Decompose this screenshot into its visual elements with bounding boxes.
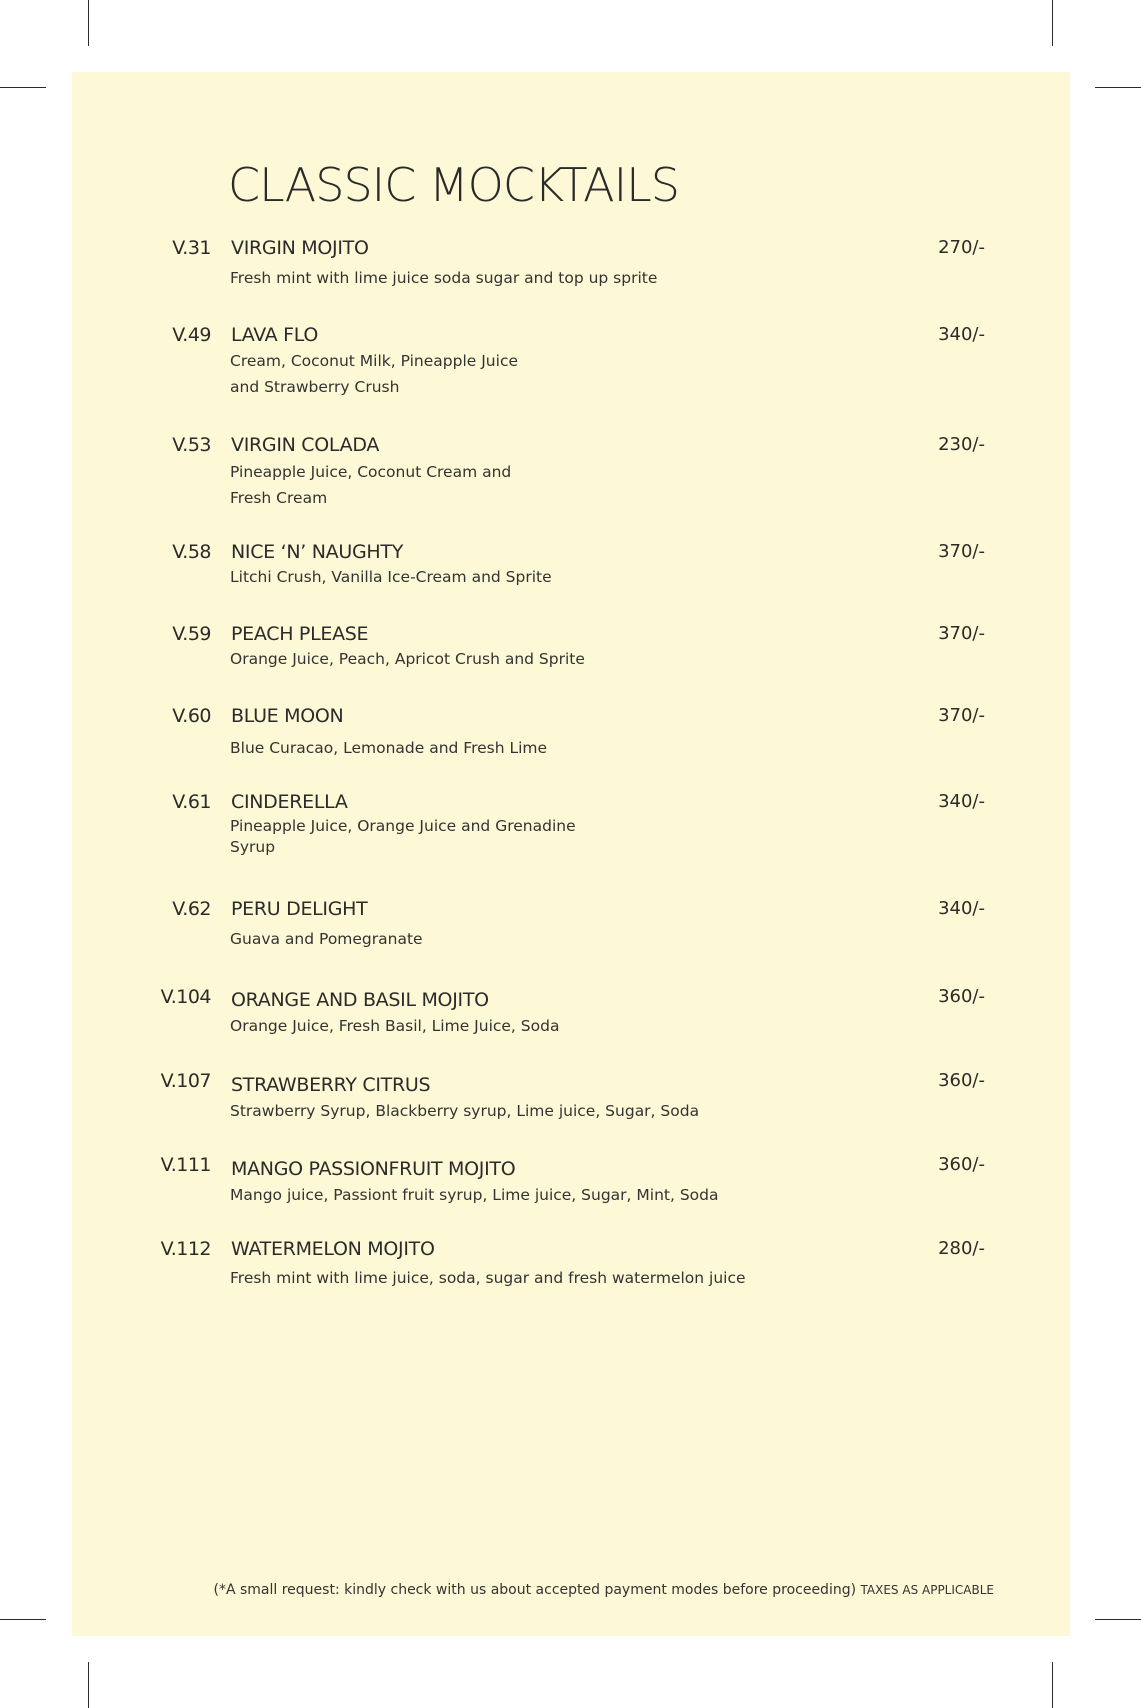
item-description: Orange Juice, Peach, Apricot Crush and Sprite: [230, 650, 585, 668]
item-description: Blue Curacao, Lemonade and Fresh Lime: [230, 739, 548, 757]
item-price: 340/-: [938, 898, 985, 919]
item-name: WATERMELON MOJITO: [231, 1238, 435, 1260]
crop-mark: [1095, 87, 1141, 88]
item-code: V.112: [160, 1238, 211, 1260]
tax-note: TAXES AS APPLICABLE: [860, 1583, 994, 1597]
item-code: V.61: [172, 791, 211, 813]
item-description: Cream, Coconut Milk, Pineapple Juice and Strawberry Crush: [230, 352, 518, 396]
item-name: PEACH PLEASE: [231, 623, 369, 645]
item-price: 340/-: [938, 324, 985, 345]
item-code: V.49: [172, 324, 211, 346]
menu-sheet: [72, 72, 1070, 1636]
item-code: V.58: [172, 541, 211, 563]
item-description: Fresh mint with lime juice, soda, sugar and fresh watermelon juice: [230, 1269, 746, 1287]
item-description: Guava and Pomegranate: [230, 930, 423, 948]
payment-note: (*A small request: kindly check with us about accepted payment modes before proceeding): [213, 1582, 857, 1598]
item-description: Litchi Crush, Vanilla Ice-Cream and Sprite: [230, 568, 552, 586]
item-name: MANGO PASSIONFRUIT MOJITO: [231, 1158, 516, 1180]
item-code: V.62: [172, 898, 211, 920]
item-price: 370/-: [938, 541, 985, 562]
crop-mark: [88, 0, 89, 46]
item-name: NICE ‘N’ NAUGHTY: [231, 541, 403, 563]
item-description: Pineapple Juice, Coconut Cream and Fresh Cream: [230, 463, 512, 507]
crop-mark: [88, 1662, 89, 1708]
item-code: V.59: [172, 623, 211, 645]
item-price: 360/-: [938, 986, 985, 1007]
item-code: V.111: [160, 1154, 211, 1176]
item-price: 370/-: [938, 705, 985, 726]
item-description: Pineapple Juice, Orange Juice and Grenadine Syrup: [230, 817, 576, 856]
item-name: ORANGE AND BASIL MOJITO: [231, 989, 489, 1011]
item-description: Fresh mint with lime juice soda sugar and top up sprite: [230, 269, 658, 287]
item-code: V.104: [160, 986, 211, 1008]
item-description: Strawberry Syrup, Blackberry syrup, Lime juice, Sugar, Soda: [230, 1102, 700, 1120]
item-name: STRAWBERRY CITRUS: [231, 1074, 431, 1096]
footer-note: [214, 1582, 995, 1598]
item-price: 360/-: [938, 1070, 985, 1091]
item-price: 270/-: [938, 237, 985, 258]
page-title: CLASSIC MOCKTAILS: [228, 158, 679, 212]
item-price: 340/-: [938, 791, 985, 812]
item-code: V.31: [172, 237, 211, 259]
item-code: V.60: [172, 705, 211, 727]
crop-mark: [1052, 0, 1053, 46]
crop-mark: [0, 87, 46, 88]
item-description: Orange Juice, Fresh Basil, Lime Juice, Soda: [230, 1017, 560, 1035]
item-price: 280/-: [938, 1238, 985, 1259]
item-name: BLUE MOON: [231, 705, 344, 727]
item-description: Mango juice, Passiont fruit syrup, Lime juice, Sugar, Mint, Soda: [230, 1186, 719, 1204]
item-price: 370/-: [938, 623, 985, 644]
crop-mark: [0, 1619, 46, 1620]
item-code: V.107: [160, 1070, 211, 1092]
crop-mark: [1095, 1619, 1141, 1620]
item-name: PERU DELIGHT: [231, 898, 368, 920]
item-name: VIRGIN COLADA: [231, 434, 380, 456]
item-name: VIRGIN MOJITO: [231, 237, 369, 259]
crop-mark: [1052, 1662, 1053, 1708]
item-code: V.53: [172, 434, 211, 456]
item-price: 360/-: [938, 1154, 985, 1175]
item-price: 230/-: [938, 434, 985, 455]
item-name: LAVA FLO: [231, 324, 319, 346]
item-name: CINDERELLA: [231, 791, 348, 813]
